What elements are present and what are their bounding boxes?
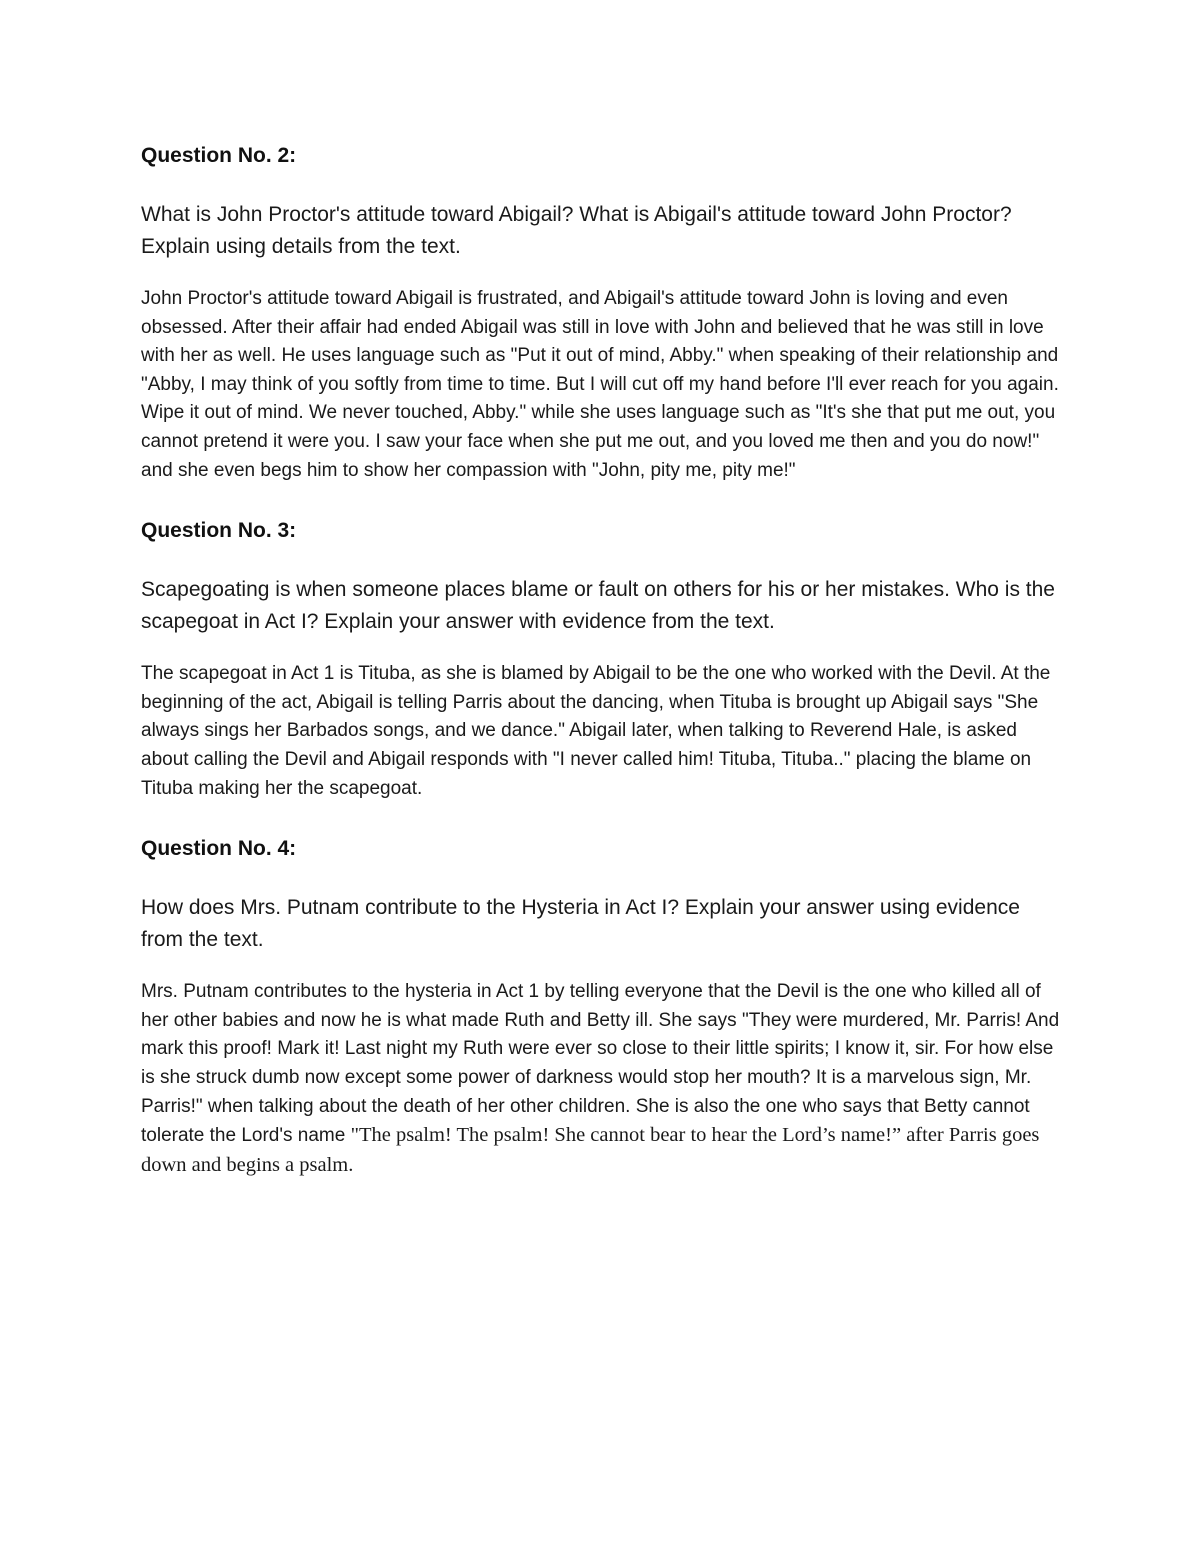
- question-3-section: [141, 515, 1061, 803]
- question-4-heading: Question No. 4:: [141, 837, 297, 861]
- question-2-prompt: What is John Proctor's attitude toward Abigail? What is Abigail's attitude toward John Proctor? Explain using details from the text.: [141, 203, 1012, 258]
- question-2-section: [141, 140, 1061, 485]
- question-2-heading: Question No. 2:: [141, 144, 297, 167]
- question-3-prompt: Scapegoating is when someone places blame or fault on others for his or her mistakes. Who is the scapegoat in Act I? Explain your answer with evidence from the text.: [141, 578, 1055, 634]
- question-4-answer: [141, 978, 1061, 1180]
- question-4-prompt: How does Mrs. Putnam contribute to the Hysteria in Act I? Explain your answer using evidence from the text.: [141, 896, 1020, 952]
- question-4-section: [141, 833, 1061, 1180]
- question-4-answer-quote: "The psalm! The psalm! She cannot bear to hear the Lord’s name!” after Parris goes down and begins a psalm.: [141, 1124, 1040, 1176]
- question-2-answer: John Proctor's attitude toward Abigail is frustrated, and Abigail's attitude toward John is loving and even obsessed. After their affair had ended Abigail was still in love with John and believed that he was still in love with her as well. He uses language such as "Put it out of mind, Abby." when speaking of their relationship and "Abby, I may think of you softly from time to time. But I will cut off my hand before I'll ever reach for you again. Wipe it out of mind. We never touched, Abby." while she uses language such as "It's she that put me out, you cannot pretend it were you. I saw your face when she put me out, and you loved me then and you do now!" and she even begs him to show her compassion with "John, pity me, pity me!": [141, 288, 1059, 481]
- document-page: [141, 140, 1061, 1210]
- question-4-answer-main: Mrs. Putnam contributes to the hysteria in Act 1 by telling everyone that the Devil is the one who killed all of her other babies and now he is what made Ruth and Betty ill. She says "They were murdered, Mr. Parris! And mark this proof! Mark it! Last night my Ruth were ever so close to their little spirits; I know it, sir. For how else is she struck dumb now except some power of darkness would stop her mouth? It is a marvelous sign, Mr. Parris!" when talking about the death of her other children. She is also the one who says that Betty cannot tolerate the Lord's name: [141, 981, 1060, 1147]
- question-3-heading: Question No. 3:: [141, 519, 297, 543]
- question-3-answer: The scapegoat in Act 1 is Tituba, as she is blamed by Abigail to be the one who worked with the Devil. At the beginning of the act, Abigail is telling Parris about the dancing, when Tituba is brought up Abigail says "She always sings her Barbados songs, and we dance." Abigail later, when talking to Reverend Hale, is asked about calling the Devil and Abigail responds with "I never called him! Tituba, Tituba.." placing the blame on Tituba making her the scapegoat.: [141, 663, 1051, 799]
